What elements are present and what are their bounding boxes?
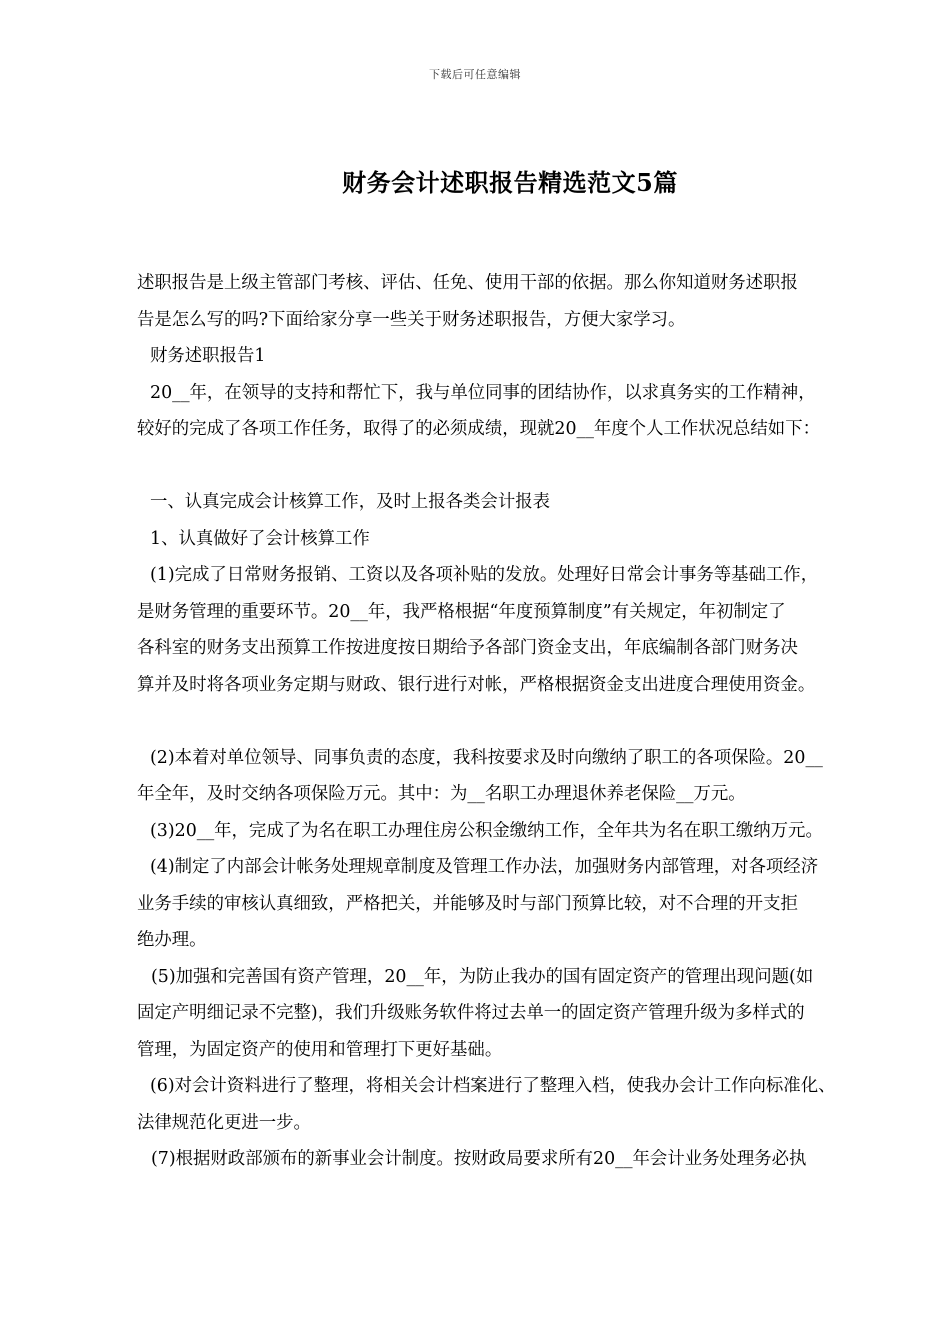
paragraph-line: 年全年，及时交纳各项保险万元。其中：为__名职工办理退休养老保险__万元。 bbox=[137, 784, 746, 804]
section-heading: 财务述职报告1 bbox=[150, 346, 266, 366]
paragraph-line: (1)完成了日常财务报销、工资以及各项补贴的发放。处理好日常会计事务等基础工作， bbox=[150, 565, 819, 585]
paragraph-line: 固定产明细记录不完整)，我们升级账务软件将过去单一的固定资产管理升级为多样式的 bbox=[137, 1003, 805, 1023]
paragraph-line: (7)根据财政部颁布的新事业会计制度。按财政局要求所有20__年会计业务处理务必执 bbox=[151, 1149, 807, 1169]
paragraph-line: 述职报告是上级主管部门考核、评估、任免、使用干部的依据。那么你知道财务述职报 bbox=[137, 273, 798, 293]
subsection-heading: 1、认真做好了会计核算工作 bbox=[150, 528, 370, 549]
paragraph-line: 业务手续的审核认真细致，严格把关，并能够及时与部门预算比较，对不合理的开支拒 bbox=[137, 893, 798, 914]
paragraph-line: 各科室的财务支出预算工作按进度按日期给予各部门资金支出，年底编制各部门财务决 bbox=[137, 638, 798, 658]
paragraph-line: 法律规范化更进一步。 bbox=[137, 1112, 311, 1133]
paragraph-line: 是财务管理的重要环节。20__年，我严格根据“年度预算制度”有关规定，年初制定了 bbox=[137, 601, 786, 622]
blank-line bbox=[137, 703, 897, 740]
paragraph-line: 算并及时将各项业务定期与财政、银行进行对帐，严格根据资金支出进度合理使用资金。 bbox=[137, 674, 816, 695]
header-note: 下载后可任意编辑 bbox=[429, 68, 521, 81]
document-body bbox=[137, 265, 897, 1178]
paragraph-line: (4)制定了内部会计帐务处理规章制度及管理工作办法，加强财务内部管理，对各项经济 bbox=[150, 857, 819, 877]
paragraph-line: (2)本着对单位领导、同事负责的态度，我科按要求及时向缴纳了职工的各项保险。20__ bbox=[150, 747, 823, 768]
document-title: 财务会计述职报告精选范文5篇 bbox=[342, 168, 678, 197]
paragraph-line: (6)对会计资料进行了整理，将相关会计档案进行了整理入档，使我办会计工作向标准化、 bbox=[150, 1076, 836, 1096]
paragraph-line: 绝办理。 bbox=[137, 930, 207, 950]
section-heading: 一、认真完成会计核算工作，及时上报各类会计报表 bbox=[150, 492, 550, 512]
blank-line bbox=[137, 448, 897, 485]
paragraph-line: 20__年，在领导的支持和帮忙下，我与单位同事的团结协作，以求真务实的工作精神， bbox=[150, 382, 816, 403]
paragraph-line: (5)加强和完善国有资产管理，20__年，为防止我办的国有固定资产的管理出现问题(如 bbox=[151, 966, 814, 987]
paragraph-line: (3)20__年，完成了为名在职工办理住房公积金缴纳工作，全年共为名在职工缴纳万元。 bbox=[150, 820, 823, 841]
paragraph-line: 较好的完成了各项工作任务，取得了的必须成绩，现就20__年度个人工作状况总结如下： bbox=[137, 419, 820, 439]
paragraph-line: 管理，为固定资产的使用和管理打下更好基础。 bbox=[137, 1039, 503, 1060]
paragraph-line: 告是怎么写的吗?下面给家分享一些关于财务述职报告，方便大家学习。 bbox=[137, 309, 686, 330]
